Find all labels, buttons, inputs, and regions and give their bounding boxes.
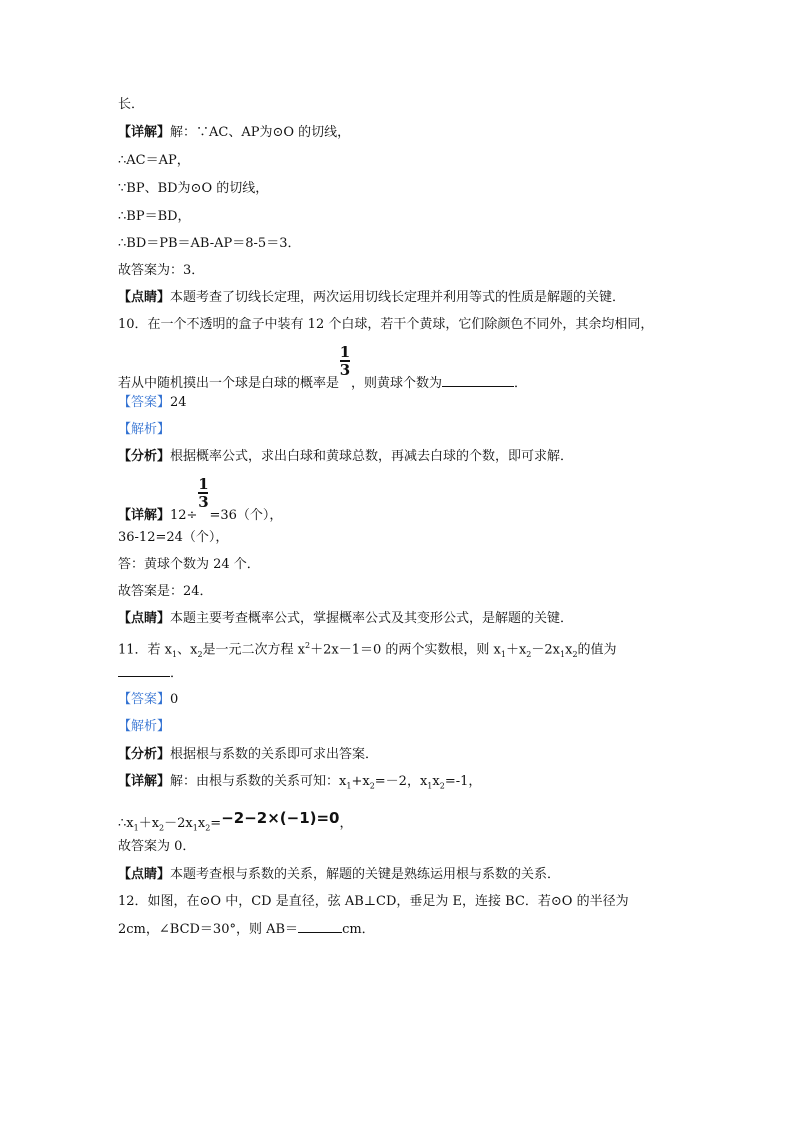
answer-blank: [118, 664, 170, 677]
text: 本题主要考查概率公式，掌握概率公式及其变形公式，是解题的关键．: [170, 611, 574, 626]
text: ＋x: [138, 816, 160, 831]
dianjing-tag: 【点睛】: [118, 290, 171, 305]
subscript: 2: [197, 649, 203, 659]
subscript: 1: [192, 823, 198, 833]
text: ，: [339, 816, 353, 831]
text: 11．若 x: [118, 642, 173, 658]
subscript: 2: [526, 649, 532, 659]
text: 36-12=24（个），: [118, 530, 229, 545]
text: 12÷: [170, 508, 198, 523]
text: ∵BP、BD为⊙O 的切线，: [118, 181, 269, 196]
text: 解：由根与系数的关系可知：x: [170, 774, 347, 789]
text: ＋2x－1＝0 的两个实数根，则 x: [310, 642, 501, 658]
text: 本题考查了切线长定理，两次运用切线长定理并利用等式的性质是解题的关键．: [170, 290, 626, 305]
analysis-tag: 【解析】: [118, 422, 171, 437]
text: 、x: [177, 642, 198, 658]
fraction-denominator: 3: [198, 493, 209, 511]
text: 根据概率公式，求出白球和黄球总数，再减去白球的个数，即可求解．: [170, 449, 574, 464]
text: 的值为: [577, 642, 617, 658]
text: ∴BD＝PB＝AB-AP＝8-5＝3．: [118, 236, 301, 251]
text: =36（个），: [209, 508, 283, 523]
text-line: [118, 746, 378, 764]
text: 答：黄球个数为 24 个．: [118, 557, 260, 572]
text-line: [118, 96, 144, 114]
text: x: [565, 642, 573, 658]
text: ．: [170, 666, 184, 681]
answer-blank: [298, 920, 342, 933]
text: －2x: [531, 642, 560, 658]
subscript: 2: [159, 823, 165, 833]
text: 根据根与系数的关系即可求出答案．: [170, 747, 379, 762]
text: 长．: [118, 97, 145, 112]
text: 是一元二次方程 x: [202, 642, 306, 658]
analysis-line: [118, 718, 170, 736]
text: ，则黄球个数为: [351, 376, 443, 391]
text: ∴AC＝AP，: [118, 153, 190, 168]
text: 12．如图，在⊙O 中，CD 是直径，弦 AB⊥CD，垂足为 E，连接 BC．若⊙O 的半径为: [118, 894, 629, 909]
text: 故答案为 0．: [118, 839, 196, 854]
text: x: [432, 774, 440, 789]
text-line: [118, 773, 481, 796]
subscript: 1: [560, 649, 566, 659]
text-line: [118, 476, 282, 533]
text: 10．在一个不透明的盒子中装有 12 个白球，若干个黄球，它们除颜色不同外，其余均相同，: [118, 317, 654, 332]
superscript: 2: [305, 641, 311, 650]
subscript: 1: [500, 649, 506, 659]
fraction-one-third: [339, 344, 351, 378]
text: ＋x: [505, 642, 527, 658]
text: ∴x: [118, 816, 134, 831]
text-line: [118, 610, 573, 628]
subscript: 1: [172, 649, 178, 659]
text-line: [118, 583, 213, 601]
answer-tag: 【答案】: [118, 692, 171, 707]
answer-value: 0: [170, 692, 179, 707]
question-12-line1: [118, 893, 629, 911]
text-line: [118, 529, 228, 547]
fraction-numerator: 1: [198, 475, 209, 493]
text-line: [118, 262, 204, 280]
fraction-denominator: 3: [339, 361, 351, 379]
text: ∴BP＝BD，: [118, 209, 191, 224]
detail-tag: 【详解】: [118, 774, 171, 789]
answer-line: [118, 691, 178, 709]
text: 2cm，∠BCD＝30°，则 AB＝: [118, 922, 299, 937]
fenxi-tag: 【分析】: [118, 449, 171, 464]
subscript: 2: [439, 781, 445, 791]
dianjing-tag: 【点睛】: [118, 611, 171, 626]
answer-value: 24: [170, 395, 187, 410]
math-expression: −2−2×(−1)=0: [221, 809, 340, 827]
text: 故答案为：3．: [118, 263, 205, 278]
subscript: 2: [572, 649, 578, 659]
answer-tag: 【答案】: [118, 395, 171, 410]
text-line: [118, 124, 350, 142]
subscript: 1: [427, 781, 433, 791]
detail-tag: 【详解】: [118, 508, 171, 523]
detail-tag: 【详解】: [118, 125, 171, 140]
text: 本题考查根与系数的关系，解题的关键是熟练运用根与系数的关系．: [170, 867, 561, 882]
question-11-line1: [118, 637, 617, 664]
text-line: [118, 838, 195, 856]
text: +x: [351, 774, 370, 789]
text-line: [118, 289, 625, 307]
answer-blank: [442, 374, 514, 387]
text-line: [118, 806, 353, 841]
text-line: [118, 208, 191, 226]
analysis-line: [118, 421, 170, 439]
fenxi-tag: 【分析】: [118, 747, 171, 762]
text-line: [118, 448, 573, 466]
fraction-numerator: 1: [339, 343, 351, 361]
text: ．: [514, 376, 528, 391]
question-12-line2: [118, 920, 375, 939]
question-10-line2: [118, 344, 527, 401]
subscript: 1: [133, 823, 139, 833]
text-line: [118, 235, 300, 253]
text-line: [118, 180, 268, 198]
text-line: [118, 152, 190, 170]
text: 解：∵AC、AP为⊙O 的切线，: [170, 125, 351, 140]
subscript: 1: [346, 781, 352, 791]
question-10-line1: [118, 316, 653, 334]
subscript: 2: [369, 781, 375, 791]
question-11-line2: [118, 664, 183, 683]
text: =-1，: [444, 774, 482, 789]
analysis-tag: 【解析】: [118, 719, 171, 734]
fraction-one-third: [197, 476, 209, 510]
answer-line: [118, 394, 187, 412]
text-line: [118, 866, 560, 884]
text: 故答案是：24．: [118, 584, 213, 599]
text: cm．: [342, 922, 375, 937]
text: 若从中随机摸出一个球是白球的概率是: [118, 376, 340, 391]
text-line: [118, 556, 260, 574]
text: =－2，x: [374, 774, 428, 789]
text: =: [210, 816, 222, 831]
text: －2x: [164, 816, 193, 831]
dianjing-tag: 【点睛】: [118, 867, 171, 882]
text: x: [197, 816, 206, 831]
subscript: 2: [205, 823, 211, 833]
